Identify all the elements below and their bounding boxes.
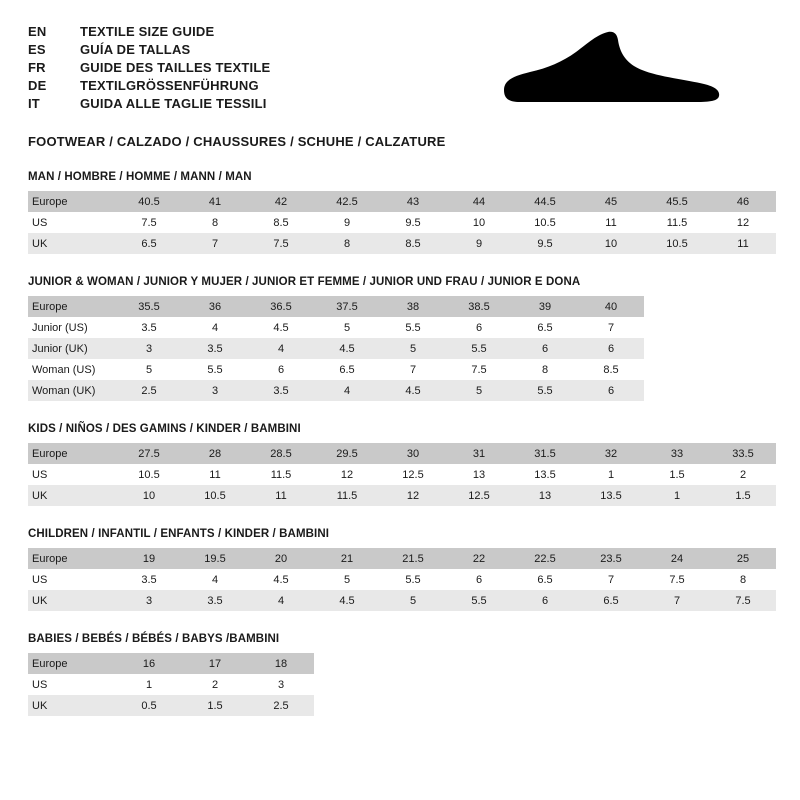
size-table	[28, 296, 644, 401]
row-label: UK	[28, 485, 116, 506]
size-cell: 12.5	[446, 485, 512, 506]
category-title: CHILDREN / INFANTIL / ENFANTS / KINDER / BAMBINI	[28, 528, 330, 540]
size-cell: 13	[512, 485, 578, 506]
language-title: GUÍA DE TALLAS	[80, 42, 191, 57]
size-cell: 2.5	[116, 380, 182, 401]
table-row	[28, 296, 644, 317]
language-code: DE	[28, 78, 47, 93]
size-cell: 13.5	[512, 464, 578, 485]
size-cell: 3.5	[116, 317, 182, 338]
size-cell: 1.5	[710, 485, 776, 506]
size-cell: 4.5	[314, 338, 380, 359]
size-cell: 6.5	[116, 233, 182, 254]
table-row	[28, 233, 776, 254]
size-cell: 3	[116, 338, 182, 359]
size-cell: 5	[116, 359, 182, 380]
footwear-section-title: FOOTWEAR / CALZADO / CHAUSSURES / SCHUHE / CALZATURE	[28, 134, 446, 149]
language-title: TEXTILGRÖSSENFÜHRUNG	[80, 78, 259, 93]
size-cell: 5.5	[380, 317, 446, 338]
table-row	[28, 359, 644, 380]
size-cell: 21.5	[380, 548, 446, 569]
size-cell: 37.5	[314, 296, 380, 317]
size-cell: 7	[644, 590, 710, 611]
language-row	[28, 60, 270, 75]
size-cell: 1	[644, 485, 710, 506]
row-label: Junior (US)	[28, 317, 116, 338]
size-cell: 5.5	[446, 338, 512, 359]
size-cell: 11	[182, 464, 248, 485]
table-row	[28, 212, 776, 233]
row-label: US	[28, 212, 116, 233]
row-label: Europe	[28, 191, 116, 212]
size-cell: 5.5	[182, 359, 248, 380]
size-cell: 35.5	[116, 296, 182, 317]
size-cell: 39	[512, 296, 578, 317]
row-label: Europe	[28, 653, 116, 674]
table-row	[28, 569, 776, 590]
size-cell: 32	[578, 443, 644, 464]
table-row	[28, 590, 776, 611]
document-header	[28, 24, 772, 114]
size-cell: 12	[380, 485, 446, 506]
table-row	[28, 338, 644, 359]
size-cell: 7	[380, 359, 446, 380]
table-row	[28, 317, 644, 338]
size-cell: 38	[380, 296, 446, 317]
size-cell: 7.5	[710, 590, 776, 611]
size-cell: 1.5	[644, 464, 710, 485]
size-cell: 11.5	[314, 485, 380, 506]
size-cell: 3	[182, 380, 248, 401]
size-table	[28, 653, 314, 716]
size-cell: 5	[446, 380, 512, 401]
size-cell: 42.5	[314, 191, 380, 212]
dress-shoe-icon	[496, 28, 726, 113]
size-cell: 13.5	[578, 485, 644, 506]
size-cell: 43	[380, 191, 446, 212]
size-cell: 3.5	[248, 380, 314, 401]
row-label: Woman (US)	[28, 359, 116, 380]
size-cell: 40	[578, 296, 644, 317]
size-cell: 22.5	[512, 548, 578, 569]
table-row	[28, 485, 776, 506]
size-cell: 10.5	[116, 464, 182, 485]
row-label: UK	[28, 695, 116, 716]
row-label: US	[28, 569, 116, 590]
size-cell: 6.5	[314, 359, 380, 380]
size-cell: 11	[710, 233, 776, 254]
size-cell: 1	[116, 674, 182, 695]
size-cell: 36	[182, 296, 248, 317]
size-cell: 1.5	[182, 695, 248, 716]
row-label: Junior (UK)	[28, 338, 116, 359]
size-cell: 6.5	[578, 590, 644, 611]
size-cell: 9.5	[512, 233, 578, 254]
size-cell: 8	[710, 569, 776, 590]
size-cell: 11	[248, 485, 314, 506]
language-title: TEXTILE SIZE GUIDE	[80, 24, 215, 39]
size-cell: 11.5	[644, 212, 710, 233]
size-cell: 38.5	[446, 296, 512, 317]
size-cell: 10	[578, 233, 644, 254]
size-cell: 8	[512, 359, 578, 380]
size-cell: 18	[248, 653, 314, 674]
size-cell: 3.5	[182, 590, 248, 611]
size-cell: 5	[314, 317, 380, 338]
size-cell: 31.5	[512, 443, 578, 464]
size-cell: 12	[710, 212, 776, 233]
size-cell: 10.5	[644, 233, 710, 254]
size-cell: 3	[116, 590, 182, 611]
size-table	[28, 443, 776, 506]
size-cell: 8	[314, 233, 380, 254]
table-row	[28, 443, 776, 464]
size-cell: 46	[710, 191, 776, 212]
category-title: JUNIOR & WOMAN / JUNIOR Y MUJER / JUNIOR ET FEMME / JUNIOR UND FRAU / JUNIOR E DONA	[28, 276, 581, 288]
size-cell: 17	[182, 653, 248, 674]
size-cell: 7	[578, 569, 644, 590]
size-cell: 24	[644, 548, 710, 569]
size-cell: 4	[248, 590, 314, 611]
size-cell: 10.5	[182, 485, 248, 506]
size-cell: 10	[116, 485, 182, 506]
size-cell: 11.5	[248, 464, 314, 485]
size-cell: 13	[446, 464, 512, 485]
size-cell: 20	[248, 548, 314, 569]
size-cell: 9.5	[380, 212, 446, 233]
table-row	[28, 548, 776, 569]
row-label: Woman (UK)	[28, 380, 116, 401]
table-row	[28, 674, 314, 695]
language-title-list	[28, 24, 270, 114]
language-title: GUIDA ALLE TAGLIE TESSILI	[80, 96, 267, 111]
size-cell: 6	[578, 380, 644, 401]
size-cell: 33	[644, 443, 710, 464]
size-cell: 5	[314, 569, 380, 590]
size-tables-container	[28, 171, 772, 716]
size-cell: 19	[116, 548, 182, 569]
size-cell: 3.5	[182, 338, 248, 359]
size-cell: 16	[116, 653, 182, 674]
size-cell: 41	[182, 191, 248, 212]
size-table	[28, 191, 776, 254]
size-cell: 7	[578, 317, 644, 338]
size-cell: 7	[182, 233, 248, 254]
row-label: US	[28, 674, 116, 695]
size-cell: 44.5	[512, 191, 578, 212]
size-cell: 4	[182, 569, 248, 590]
size-cell: 7.5	[446, 359, 512, 380]
row-label: Europe	[28, 443, 116, 464]
size-cell: 6	[578, 338, 644, 359]
size-cell: 2	[182, 674, 248, 695]
size-cell: 4.5	[248, 569, 314, 590]
language-code: EN	[28, 24, 47, 39]
size-cell: 45	[578, 191, 644, 212]
size-cell: 6.5	[512, 317, 578, 338]
language-row	[28, 24, 270, 39]
size-cell: 9	[314, 212, 380, 233]
size-cell: 6.5	[512, 569, 578, 590]
size-cell: 6	[512, 590, 578, 611]
size-cell: 1	[578, 464, 644, 485]
language-code: FR	[28, 60, 46, 75]
size-cell: 0.5	[116, 695, 182, 716]
row-label: Europe	[28, 296, 116, 317]
language-code: ES	[28, 42, 46, 57]
size-cell: 12.5	[380, 464, 446, 485]
size-cell: 2	[710, 464, 776, 485]
size-cell: 5.5	[380, 569, 446, 590]
table-row	[28, 695, 314, 716]
size-cell: 8.5	[578, 359, 644, 380]
size-cell: 3.5	[116, 569, 182, 590]
size-cell: 28.5	[248, 443, 314, 464]
row-label: UK	[28, 233, 116, 254]
size-cell: 4	[248, 338, 314, 359]
table-row	[28, 191, 776, 212]
size-cell: 5.5	[446, 590, 512, 611]
category-title: BABIES / BEBÉS / BÉBÉS / BABYS /BAMBINI	[28, 633, 280, 645]
size-cell: 36.5	[248, 296, 314, 317]
size-cell: 11	[578, 212, 644, 233]
size-cell: 7.5	[248, 233, 314, 254]
size-cell: 6	[446, 569, 512, 590]
size-cell: 8.5	[248, 212, 314, 233]
size-cell: 22	[446, 548, 512, 569]
size-cell: 4	[314, 380, 380, 401]
size-cell: 31	[446, 443, 512, 464]
size-cell: 3	[248, 674, 314, 695]
size-cell: 7.5	[116, 212, 182, 233]
size-cell: 8	[182, 212, 248, 233]
size-cell: 6	[248, 359, 314, 380]
language-row	[28, 78, 270, 93]
row-label: UK	[28, 590, 116, 611]
size-cell: 4.5	[248, 317, 314, 338]
size-cell: 33.5	[710, 443, 776, 464]
size-cell: 9	[446, 233, 512, 254]
row-label: Europe	[28, 548, 116, 569]
size-cell: 23.5	[578, 548, 644, 569]
size-cell: 5	[380, 338, 446, 359]
row-label: US	[28, 464, 116, 485]
size-cell: 6	[446, 317, 512, 338]
size-cell: 5	[380, 590, 446, 611]
size-cell: 4	[182, 317, 248, 338]
size-cell: 44	[446, 191, 512, 212]
size-cell: 10.5	[512, 212, 578, 233]
table-row	[28, 653, 314, 674]
size-cell: 4.5	[380, 380, 446, 401]
size-cell: 10	[446, 212, 512, 233]
size-table	[28, 548, 776, 611]
language-code: IT	[28, 96, 40, 111]
size-cell: 12	[314, 464, 380, 485]
size-cell: 5.5	[512, 380, 578, 401]
size-cell: 8.5	[380, 233, 446, 254]
size-cell: 40.5	[116, 191, 182, 212]
size-cell: 27.5	[116, 443, 182, 464]
size-cell: 7.5	[644, 569, 710, 590]
size-cell: 2.5	[248, 695, 314, 716]
category-title: MAN / HOMBRE / HOMME / MANN / MAN	[28, 171, 252, 183]
table-row	[28, 380, 644, 401]
category-title: KIDS / NIÑOS / DES GAMINS / KINDER / BAMBINI	[28, 423, 301, 435]
language-row	[28, 42, 270, 57]
size-cell: 25	[710, 548, 776, 569]
language-title: GUIDE DES TAILLES TEXTILE	[80, 60, 271, 75]
language-row	[28, 96, 270, 111]
size-cell: 30	[380, 443, 446, 464]
size-cell: 6	[512, 338, 578, 359]
size-cell: 29.5	[314, 443, 380, 464]
size-cell: 28	[182, 443, 248, 464]
size-cell: 19.5	[182, 548, 248, 569]
size-cell: 45.5	[644, 191, 710, 212]
table-row	[28, 464, 776, 485]
size-cell: 4.5	[314, 590, 380, 611]
size-cell: 42	[248, 191, 314, 212]
size-cell: 21	[314, 548, 380, 569]
